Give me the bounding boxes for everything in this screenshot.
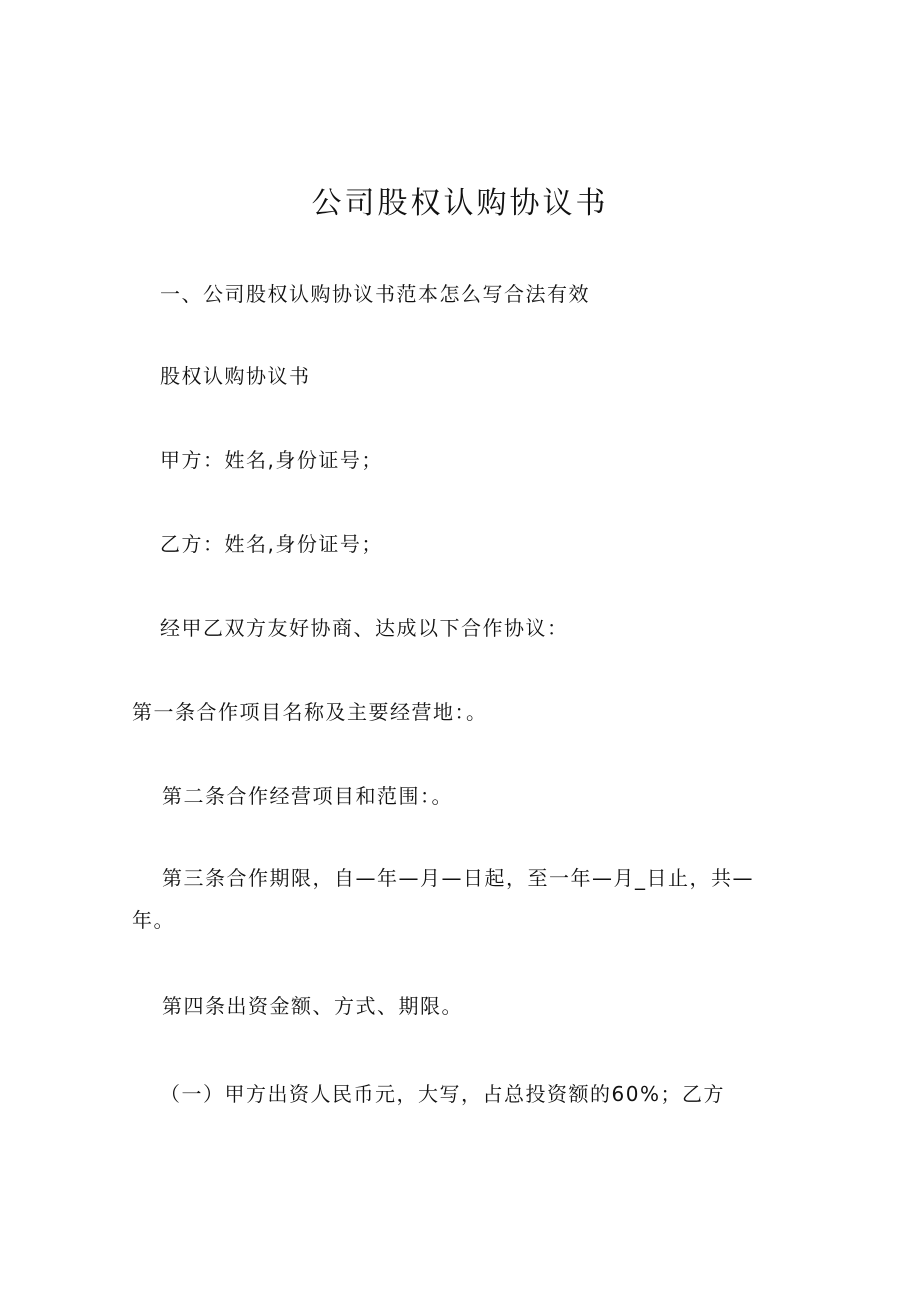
article-3: 第三条合作期限，自—年—月—日起，至一年—月_日止，共—: [162, 866, 754, 890]
agreement-subtitle: 股权认购协议书: [160, 364, 311, 388]
article-4: 第四条出资金额、方式、期限。: [162, 994, 463, 1018]
article-1: 第一条合作项目名称及主要经营地：。: [132, 700, 488, 724]
agreement-intro: 经甲乙双方友好协商、达成以下合作协议：: [160, 616, 569, 640]
document-title: 公司股权认购协议书: [311, 186, 609, 221]
party-a-line: 甲方：姓名,身份证号；: [160, 448, 383, 472]
article-4-item-1: （一）甲方出资人民币元，大写，占总投资额的60%；乙方: [160, 1082, 725, 1106]
section-heading: 一、公司股权认购协议书范本怎么写合法有效: [160, 282, 590, 306]
party-b-line: 乙方：姓名,身份证号；: [160, 532, 383, 556]
article-3-continued: 年。: [132, 908, 175, 932]
article-2: 第二条合作经营项目和范围：。: [162, 784, 453, 808]
